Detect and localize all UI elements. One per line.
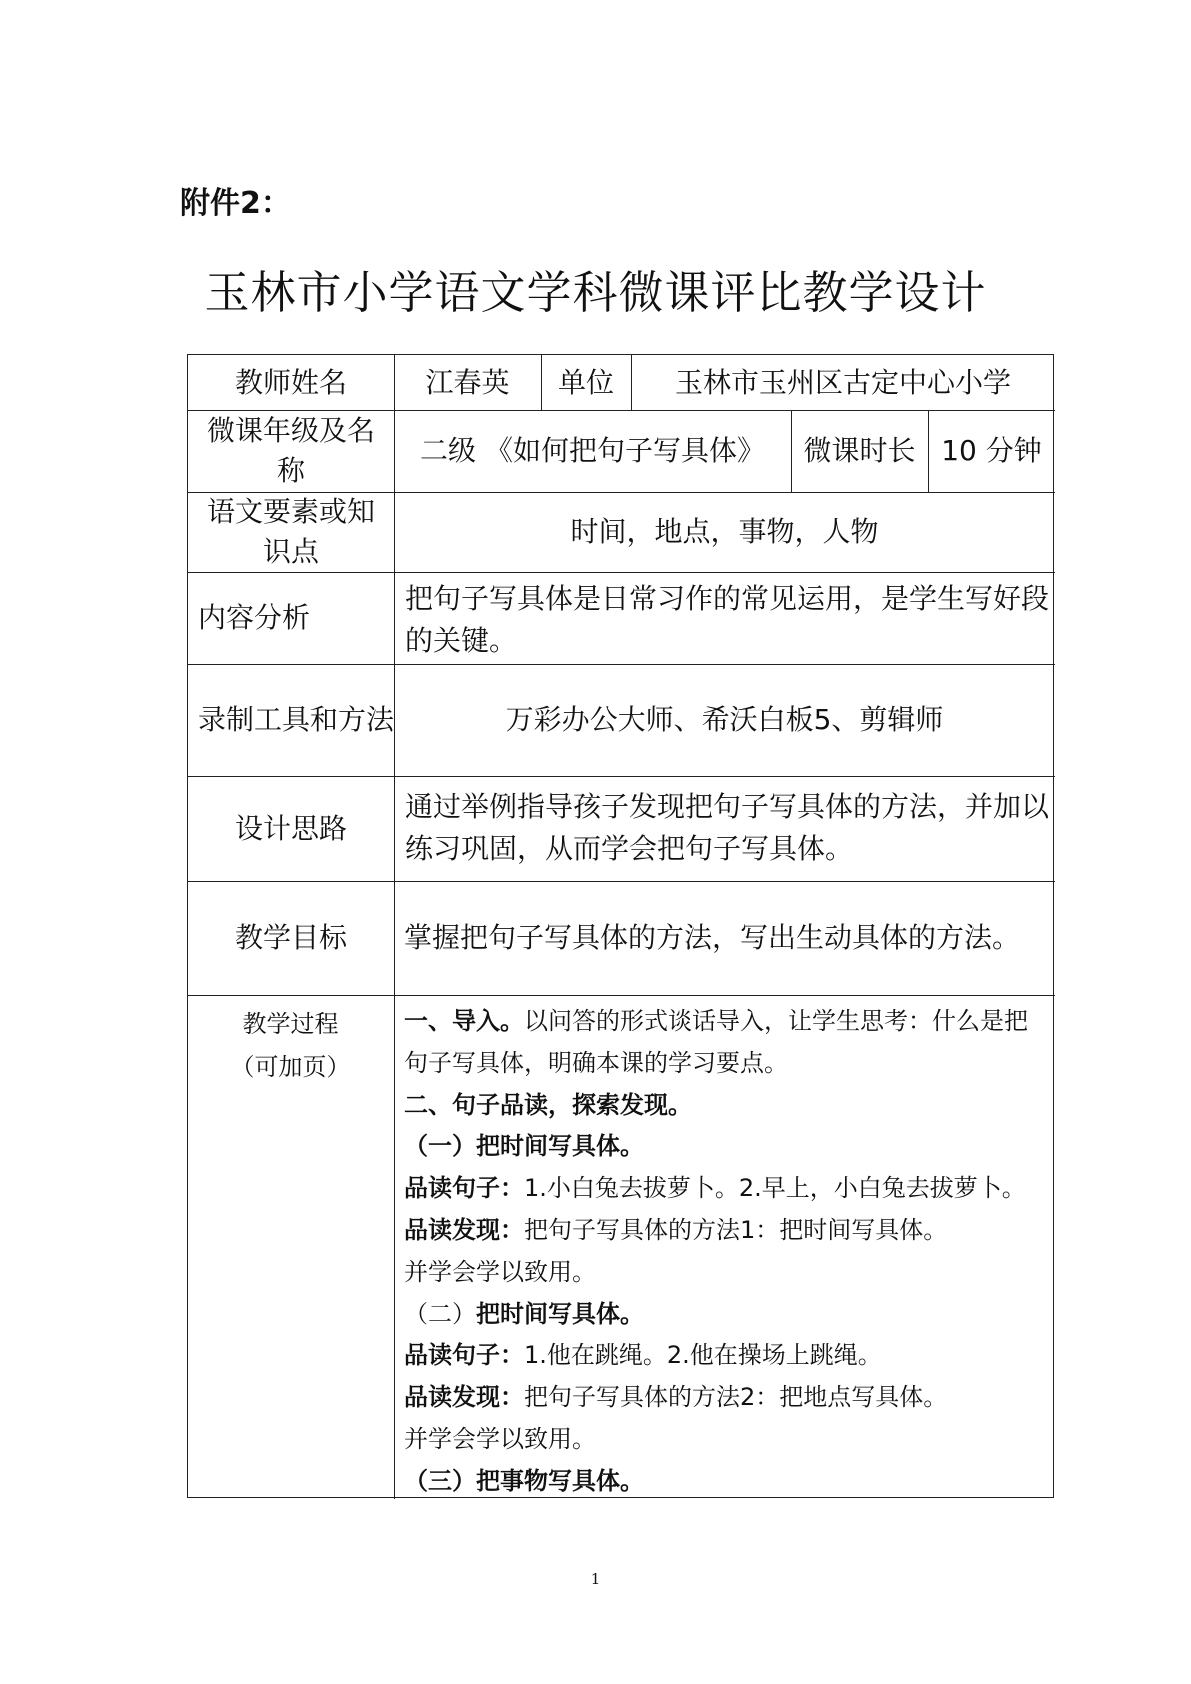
- process-line: 一、导入。以问答的形式谈话导入，让学生思考：什么是把: [404, 1007, 1028, 1035]
- page-number: 1: [590, 1570, 601, 1588]
- goal-value: 掌握把句子写具体的方法，写出生动具体的方法。: [404, 921, 1021, 954]
- process-line: （一）把时间写具体。: [404, 1132, 644, 1161]
- process-line: 品读句子：1.小白兔去拔萝卜。2.早上，小白兔去拔萝卜。: [404, 1174, 1026, 1203]
- process-line: 二、句子品读，探索发现。: [404, 1090, 692, 1119]
- teacher-name: 江春英: [425, 365, 510, 399]
- recording-value: 万彩办公大师、希沃白板5、剪辑师: [505, 703, 944, 736]
- process-content: [404, 1001, 1056, 1503]
- process-line: 品读句子：1.他在跳绳。2.他在操场上跳绳。: [404, 1341, 882, 1370]
- process-line: 品读发现：把句子写具体的方法1：把时间写具体。: [404, 1215, 948, 1244]
- process-line: 品读发现：把句子写具体的方法2：把地点写具体。: [404, 1383, 948, 1412]
- process-label: 教学过程: [242, 1010, 339, 1038]
- process-line: （三）把事物写具体。: [404, 1466, 644, 1495]
- elements-label: 语文要素或知识点: [206, 495, 375, 568]
- process-line: 句子写具体，明确本课的学习要点。: [404, 1048, 788, 1077]
- design-form-table: [187, 354, 1054, 1498]
- goal-label: 教学目标: [234, 921, 347, 954]
- process-line: 并学会学以致用。: [404, 1257, 596, 1286]
- design-idea-label: 设计思路: [234, 811, 347, 845]
- document-title: 玉林市小学语文学科微课评比教学设计: [204, 266, 987, 319]
- recording-label: 录制工具和方法: [198, 703, 395, 736]
- process-line: （二）把时间写具体。: [404, 1299, 644, 1328]
- attachment-label: 附件2：: [180, 186, 291, 221]
- process-label-note: （可加页）: [230, 1053, 351, 1081]
- unit-label: 单位: [557, 365, 614, 399]
- elements-value: 时间，地点，事物，人物: [570, 515, 879, 548]
- teacher-name-label: 教师姓名: [234, 365, 347, 399]
- content-analysis-label: 内容分析: [198, 601, 311, 634]
- duration-label: 微课时长: [803, 434, 916, 467]
- lesson-grade-label: 微课年级及名称: [206, 414, 375, 487]
- process-line: 并学会学以致用。: [404, 1424, 596, 1453]
- lesson-grade-name: 二级 《如何把句子写具体》: [420, 434, 765, 467]
- design-idea-value: 通过举例指导孩子发现把句子写具体的方法，并加以练习巩固，从而学会把句子写具体。: [405, 790, 1050, 865]
- duration-value: 10 分钟: [941, 434, 1042, 467]
- content-analysis-value: 把句子写具体是日常习作的常见运用，是学生写好段的关键。: [405, 582, 1050, 657]
- unit-value: 玉林市玉州区古定中心小学: [674, 365, 1011, 399]
